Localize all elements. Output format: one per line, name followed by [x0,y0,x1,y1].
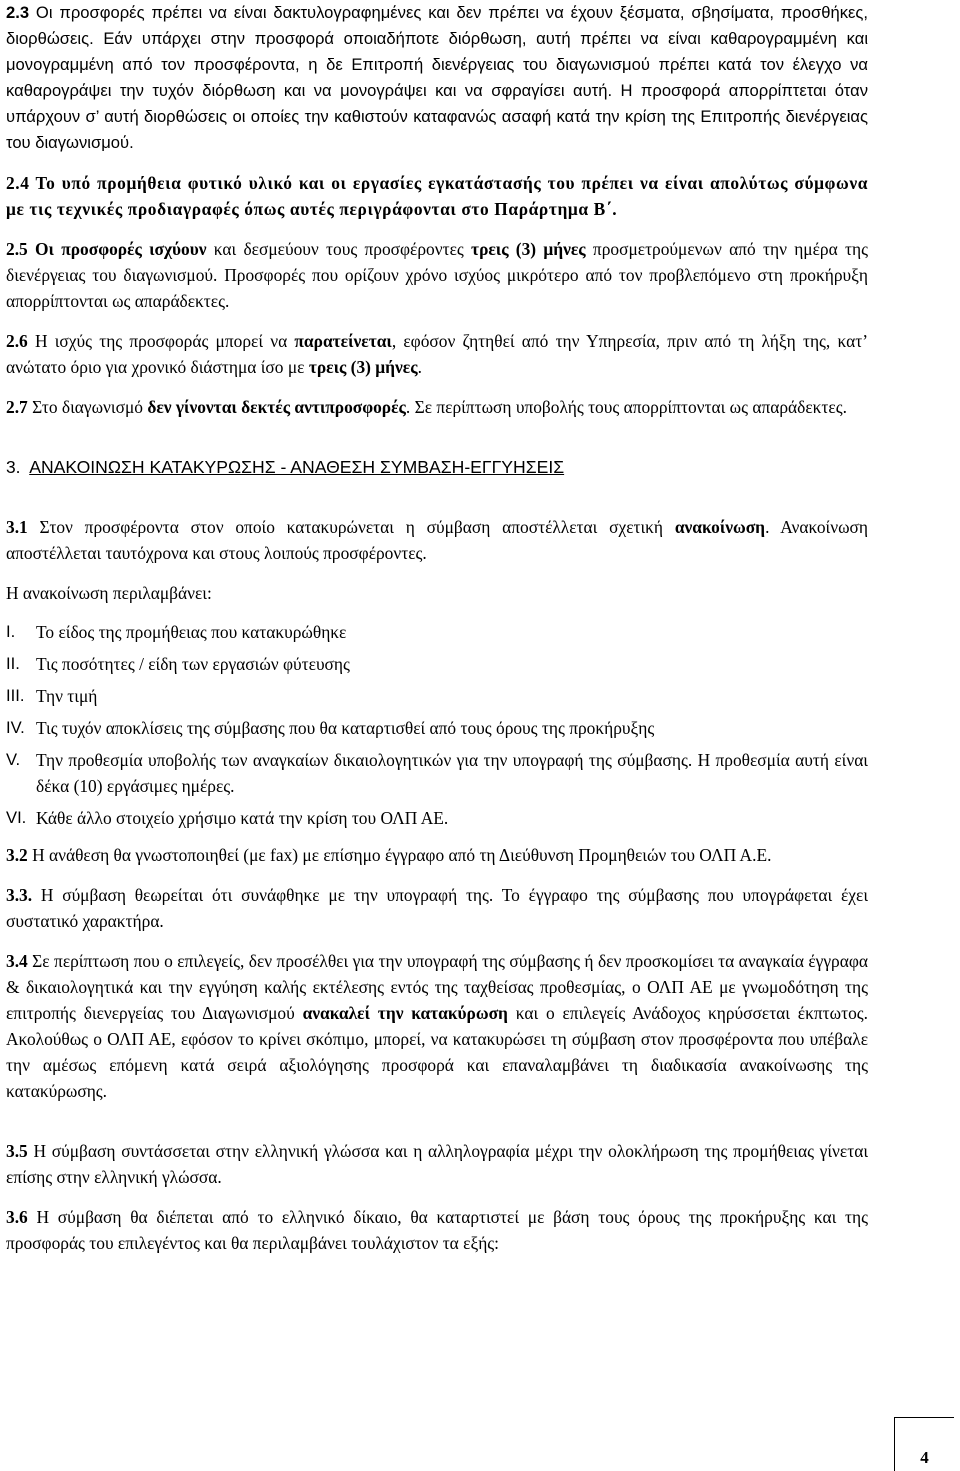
list-item [6,712,868,744]
list-item-number: VI. [6,808,27,827]
paragraph-text: και ο επιλεγείς Ανάδοχος κηρύσσεται έκπτωτος. Ακολούθως ο ΟΛΠ ΑΕ, εφόσον το κρίνει σκόπιμο, μπορεί, να κατακυρώσει τη σύμβαση στον προσφέροντα που υπέβαλε την αμέσως επόμενη κατά σειρά αξιολόγησης προσφορά και επαναλαμβάνει τη διαδικασία ανακοίνωσης της κατακύρωσης. [6,1003,868,1101]
paragraph-text: . Ανακοίνωση αποστέλλεται ταυτόχρονα και στους λοιπούς προσφέροντες. [6,517,869,563]
paragraph-text: Στο διαγωνισμό [27,397,148,417]
page-number: 4 [894,1417,954,1471]
list-item-number: III. [6,686,25,705]
bold-text: ανακοίνωση [674,517,766,537]
paragraph-text: Η σύμβαση θεωρείται ότι συνάφθηκε με την υπογραφή της. Το έγγραφο της σύμβασης που υπογράφεται έχει συστατικό χαρακτήρα. [6,885,868,931]
paragraph-number: 3.3. [6,885,33,905]
list-item-text: Την προθεσμία υποβολής των αναγκαίων δικαιολογητικών για την υπογραφή της σύμβασης. Η προθεσμία αυτή είναι δέκα (10) εργάσιμες ημέρες. [36,750,868,796]
list-item-text: Την τιμή [36,686,98,706]
paragraph-2-7 [6,394,868,420]
paragraph-number: 3.2 [6,845,28,865]
paragraph-text: Η σύμβαση συντάσσεται στην ελληνική γλώσσα και η αλληλογραφία μέχρι την ολοκλήρωση της προμήθειας γίνεται επίσης στην ελληνική γλώσσα. [6,1141,868,1187]
paragraph-text: Η ανάθεση θα γνωστοποιηθεί (με fax) με επίσημο έγγραφο από τη Διεύθυνση Προμηθειών του ΟΛΠ Α.Ε. [27,845,772,865]
paragraph-3-5 [6,1138,868,1190]
list-item [6,616,868,648]
section-3-heading [6,454,868,480]
section-number: 3. [6,457,21,477]
list-item [6,802,868,834]
announcement-contents-list [6,616,868,834]
list-item [6,680,868,712]
paragraph-text: Η σύμβαση θα διέπεται από το ελληνικό δίκαιο, θα καταρτιστεί με βάση τους όρους της προκήρυξης και της προσφοράς του επιλεγέντος και θα περιλαμβάνει τουλάχιστον τα εξής: [6,1207,868,1253]
section-title: ΑΝΑΚΟΙΝΩΣΗ ΚΑΤΑΚΥΡΩΣΗΣ - ΑΝΑΘΕΣΗ ΣΥΜΒΑΣΗ-ΕΓΓΥΗΣΕΙΣ [29,457,565,477]
paragraph-text: . [417,357,422,377]
paragraph-number: 3.4 [6,951,28,971]
paragraph-3-6 [6,1204,868,1256]
paragraph-2-4 [6,170,868,222]
paragraph-text: , εφόσον ζητηθεί από την Υπηρεσία, πριν από τη λήξη της, κατ’ ανώτατο όριο για χρονικό διάστημα ίσο με [6,331,868,377]
bold-text: τρεις (3) μήνες [471,239,586,259]
bold-text: Οι προσφορές ισχύουν [27,239,207,259]
paragraph-number: 2.5 [6,239,28,259]
paragraph-number: 2.6 [6,331,28,351]
list-item [6,744,868,802]
paragraph-text: Οι προσφορές πρέπει να είναι δακτυλογραφημένες και δεν πρέπει να έχουν ξέσματα, σβησίματα, προσθήκες, διορθώσεις. Εάν υπάρχει στην προσφορά οποιαδήποτε διόρθωση, αυτή πρέπει να είναι καθαρογραμμένη και μονογραμμένη από τον προσφέροντα, η δε Επιτροπή διενέργειας του διαγωνισμού πρέπει κατά τον έλεγχο να καθαρογράψει την τυχόν διόρθωση και να μονογράψει και να σφραγίσει αυτή. Η προσφορά απορρίπτεται όταν υπάρχουν σ’ αυτή διορθώσεις οι οποίες την καθιστούν καταφανώς ασαφή κατά την κρίση της Επιτροπής διενέργειας του διαγωνισμού. [6,3,868,152]
list-item-number: II. [6,654,20,673]
paragraph-2-5 [6,236,868,314]
paragraph-3-1 [6,514,868,566]
document-page [6,0,868,1256]
bold-text: παρατείνεται [294,331,392,351]
list-item-text: Τις τυχόν αποκλίσεις της σύμβασης που θα καταρτισθεί από τους όρους της προκήρυξης [36,718,655,738]
list-item-number: IV. [6,718,25,737]
paragraph-text: προσμετρούμενων από την ημέρα της διενέργειας του διαγωνισμού. Προσφορές που ορίζουν χρόνο ισχύος μικρότερο από τον προβλεπόμενο στη προκήρυξη απορρίπτονται ως απαράδεκτες. [6,239,868,311]
paragraph-3-3 [6,882,868,934]
list-item [6,648,868,680]
list-item-text: Το είδος της προμήθειας που κατακυρώθηκε [36,622,347,642]
paragraph-number: 2.3 [6,3,30,22]
paragraph-3-2 [6,842,868,868]
paragraph-2-6 [6,328,868,380]
bold-text: τρεις (3) μήνες [308,357,418,377]
list-item-text: Τις ποσότητες / είδη των εργασιών φύτευσης [36,654,350,674]
paragraph-text: Το υπό προμήθεια φυτικό υλικό και οι εργασίες εγκατάστασής του πρέπει να είναι απολύτως σύμφωνα με τις τεχνικές προδιαγραφές όπως αυτές περιγράφονται στο Παράρτημα Β΄. [6,173,868,219]
paragraph-text: . Σε περίπτωση υποβολής τους απορρίπτονται ως απαράδεκτες. [405,397,847,417]
list-item-number: V. [6,750,21,769]
paragraph-number: 2.4 [6,173,30,193]
list-intro: Η ανακοίνωση περιλαμβάνει: [6,583,212,603]
list-item-number: I. [6,622,16,641]
paragraph-text: Η ισχύς της προσφοράς μπορεί να [27,331,295,351]
paragraph-number: 3.1 [6,517,28,537]
paragraph-number: 3.5 [6,1141,28,1161]
paragraph-text: Σε περίπτωση που ο επιλεγείς, δεν προσέλθει για την υπογραφή της σύμβασης ή δεν προσκομίσει τα αναγκαία έγγραφα & δικαιολογητικά και την εγγύηση καλής εκτέλεσης εντός της ταχθείσας προθεσμίας, ο ΟΛΠ ΑΕ με γνωμοδότηση της επιτροπής διενεργείας του Διαγωνισμού [6,951,868,1023]
bold-text: ανακαλεί την κατακύρωση [302,1003,508,1023]
paragraph-number: 3.6 [6,1207,28,1227]
bold-text: δεν γίνονται δεκτές αντιπροσφορές [147,397,406,417]
paragraph-text: Στον προσφέροντα στον οποίο κατακυρώνεται η σύμβαση αποστέλλεται σχετική [27,517,675,537]
list-item-text: Κάθε άλλο στοιχείο χρήσιμο κατά την κρίση του ΟΛΠ ΑΕ. [36,808,449,828]
paragraph-number: 2.7 [6,397,28,417]
paragraph-text: και δεσμεύουν τους προσφέροντες [206,239,472,259]
paragraph-2-3 [6,0,868,156]
paragraph-3-4 [6,948,868,1104]
